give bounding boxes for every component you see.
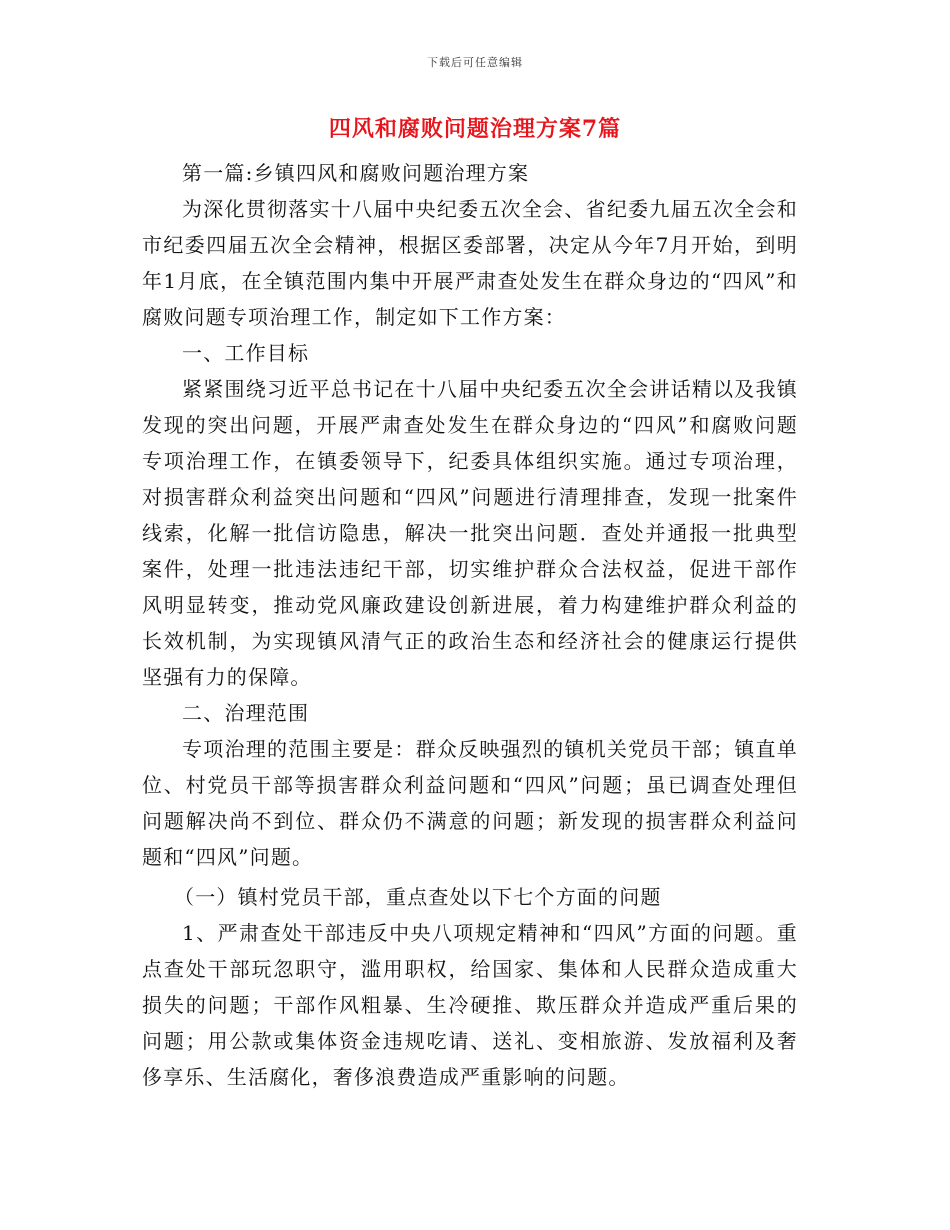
- page-header-note: 下载后可任意编辑: [427, 56, 523, 69]
- paragraph: 1、严肃查处干部违反中央八项规定精神和“四风”方面的问题。重点查处干部玩忽职守，滥用职权，给国家、集体和人民群众造成重大损失的问题；干部作风粗暴、生冷硬推、欺压群众并造成严重后果的问题；用公款或集体资金违规吃请、送礼、变相旅游、发放福利及奢侈享乐、生活腐化，奢侈浪费造成严重影响的问题。: [142, 921, 798, 1089]
- section-heading: 一、工作目标: [182, 341, 310, 365]
- section-heading: 第一篇:乡镇四风和腐败问题治理方案: [182, 161, 530, 185]
- paragraph: 紧紧围绕习近平总书记在十八届中央纪委五次全会讲话精以及我镇发现的突出问题，开展严肃查处发生在群众身边的“四风”和腐败问题专项治理工作，在镇委领导下，纪委具体组织实施。通过专项治理，对损害群众利益突出问题和“四风”问题进行清理排查，发现一批案件线索，化解一批信访隐患，解决一批突出问题．查处并通报一批典型案件，处理一批违法违纪干部，切实维护群众合法权益，促进干部作风明显转变，推动党风廉政建设创新进展，着力构建维护群众利益的长效机制，为实现镇风清气正的政治生态和经济社会的健康运行提供坚强有力的保障。: [142, 377, 798, 689]
- section-heading: 二、治理范围: [182, 701, 310, 725]
- document-title: 四风和腐败问题治理方案7篇: [328, 116, 622, 142]
- paragraph: 专项治理的范围主要是：群众反映强烈的镇机关党员干部；镇直单位、村党员干部等损害群众利益问题和“四风”问题；虽已调查处理但问题解决尚不到位、群众仍不满意的问题；新发现的损害群众利益问题和“四风”问题。: [142, 737, 798, 869]
- document-body: [142, 155, 798, 1095]
- paragraph: 为深化贯彻落实十八届中央纪委五次全会、省纪委九届五次全会和市纪委四届五次全会精神，根据区委部署，决定从今年7月开始，到明年1月底，在全镇范围内集中开展严肃查处发生在群众身边的“四风”和腐败问题专项治理工作，制定如下工作方案：: [142, 197, 798, 329]
- subsection-heading: （一）镇村党员干部，重点查处以下七个方面的问题: [174, 885, 662, 909]
